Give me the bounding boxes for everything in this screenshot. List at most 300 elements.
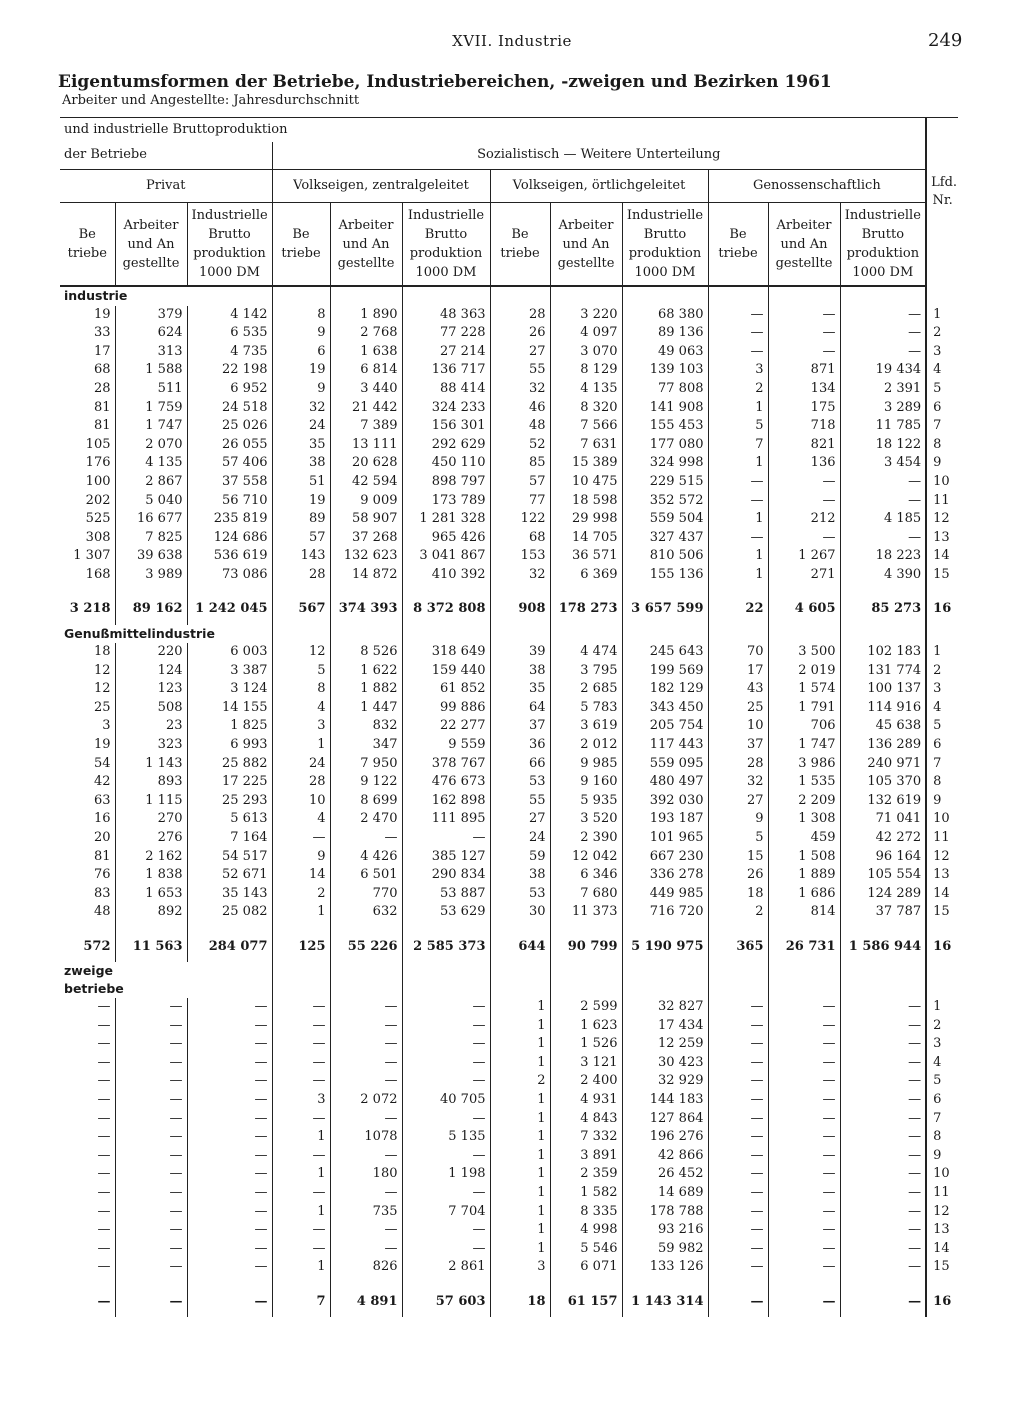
table-cell: — [840,324,926,343]
table-cell: — [115,1017,187,1036]
table-row [60,454,958,473]
table-cell: 2 209 [768,792,840,811]
table-cell: 17 434 [622,1017,708,1036]
table-cell: 9 985 [550,755,622,774]
table-cell: 1 890 [330,306,402,325]
table-row [60,361,958,380]
table-cell: 14 [272,866,330,885]
table-cell: 124 686 [187,529,272,548]
table-cell: — [708,1017,768,1036]
table-cell: 1 [490,1054,550,1073]
table-cell [622,1277,708,1287]
table-cell [187,1277,272,1287]
table-cell: 1 [490,1035,550,1054]
table-row [60,473,958,492]
table-cell: 155 136 [622,566,708,585]
table-cell: 525 [85,511,111,527]
table-cell: 25 082 [187,903,272,922]
section-label: industrie [64,288,128,303]
table-row [60,1147,958,1166]
table-cell: 18 [93,644,111,660]
table-cell: 7 389 [330,417,402,436]
table-cell: 826 [330,1258,402,1277]
table-cell: — [187,1110,272,1129]
table-cell [768,625,840,644]
table-cell: 3 220 [550,306,622,325]
table-cell: 1 588 [115,361,187,380]
lfd-nr-cell: 12 [933,848,950,864]
table-cell [330,585,402,595]
table-cell: 19 434 [840,361,926,380]
table-cell: 6 [272,343,330,362]
lfd-nr-cell: 11 [933,492,950,508]
table-cell [490,625,550,644]
header-col-produktion: Industrielle Brutto produktion 1000 DM [622,203,708,287]
table-row [60,699,958,718]
table-cell: — [97,1110,111,1126]
table-cell: 76 [93,867,111,883]
table-cell: — [187,1128,272,1147]
table-cell [272,962,330,980]
table-row [60,810,958,829]
table-cell: — [97,1222,111,1238]
header-col-arbeiter: Arbeiter und An gestellte [550,203,622,287]
table-cell [622,286,708,306]
table-cell [330,286,402,306]
table-cell: 6 346 [550,866,622,885]
header-cell: Sozialistisch — Weitere Unterteilung [272,142,926,170]
table-cell: 12 042 [550,848,622,867]
table-cell: 52 [490,436,550,455]
table-row [60,717,958,736]
table-row [60,399,958,418]
table-cell: 323 [115,736,187,755]
table-cell: 3 [708,361,768,380]
table-cell: — [708,1258,768,1277]
table-cell: 2 072 [330,1091,402,1110]
total-row [60,595,958,625]
table-cell: 20 628 [330,454,402,473]
table-cell: 2 585 373 [402,932,490,962]
table-cell: 19 [272,361,330,380]
table-cell: 1 747 [768,736,840,755]
table-cell: 23 [115,717,187,736]
table-cell: 90 799 [550,932,622,962]
table-cell: — [272,829,330,848]
lfd-nr-cell: 9 [933,1147,942,1163]
table-cell: — [187,1203,272,1222]
table-row [60,755,958,774]
table-cell [272,286,330,306]
table-cell: — [840,1184,926,1203]
table-cell: 572 [83,938,111,954]
table-cell: 10 [272,792,330,811]
lfd-nr-cell: 12 [933,511,950,527]
table-cell: 68 380 [622,306,708,325]
table-cell: 3 440 [330,380,402,399]
table-cell [840,625,926,644]
table-cell: 59 982 [622,1240,708,1259]
table-cell: 1 [490,1091,550,1110]
table-cell: 37 558 [187,473,272,492]
table-cell: 81 [93,418,111,434]
table-cell: 3 [272,717,330,736]
table-cell: — [97,1073,111,1089]
table-cell: — [840,1017,926,1036]
table-cell: 4 843 [550,1110,622,1129]
table-cell: 9 [272,848,330,867]
table-cell: 2 391 [840,380,926,399]
table-cell: 4 [272,699,330,718]
table-cell [272,585,330,595]
header-group-privat: Privat [60,170,272,203]
table-cell: 1 508 [768,848,840,867]
lfd-nr-cell: 10 [933,473,950,489]
table-cell [402,585,490,595]
table-cell: 22 277 [402,717,490,736]
table-cell: 324 233 [402,399,490,418]
header-cell: und industrielle Bruttoproduktion [60,118,926,143]
table-cell: — [115,1165,187,1184]
table-cell: — [840,1091,926,1110]
table-cell: 1078 [330,1128,402,1147]
table-cell: 49 063 [622,343,708,362]
table-cell: — [330,1240,402,1259]
table-cell: 68 [490,529,550,548]
table-cell [550,625,622,644]
table-cell: — [187,1165,272,1184]
table-cell: 8 [272,680,330,699]
table-cell: — [708,473,768,492]
table-cell: 205 754 [622,717,708,736]
table-cell [330,980,402,998]
lfd-nr-cell: 6 [933,399,942,415]
table-cell [840,980,926,998]
table-cell: 32 [490,380,550,399]
table-cell: 7 164 [187,829,272,848]
table-cell: 7 950 [330,755,402,774]
table-cell: 55 [490,361,550,380]
table-cell: — [97,1259,111,1275]
table-cell: 99 886 [402,699,490,718]
table-cell: 27 [708,792,768,811]
table-cell [622,980,708,998]
table-cell [402,980,490,998]
table-cell: — [708,1203,768,1222]
table-cell: — [708,1221,768,1240]
table-cell: 1 574 [768,680,840,699]
table-cell: — [402,1221,490,1240]
table-cell: 18 [490,1287,550,1317]
table-cell: 336 278 [622,866,708,885]
table-cell: 4 135 [550,380,622,399]
table-cell: — [115,1203,187,1222]
table-cell: 449 985 [622,885,708,904]
table-cell: 235 819 [187,510,272,529]
table-cell: 5 [272,662,330,681]
table-cell: 240 971 [840,755,926,774]
table-cell: — [97,1129,111,1145]
table-cell: 8 699 [330,792,402,811]
lfd-nr-cell: 10 [933,1166,950,1182]
table-cell: 1 308 [768,810,840,829]
table-cell: — [840,1240,926,1259]
table-cell: — [708,324,768,343]
table-cell: 28 [272,566,330,585]
table-cell: 81 [93,399,111,415]
table-cell: 12 259 [622,1035,708,1054]
table-cell: 871 [768,361,840,380]
table-cell: 220 [115,643,187,662]
table-cell [708,922,768,932]
table-cell: 122 [490,510,550,529]
lfd-nr-cell: 14 [933,548,950,564]
table-cell: 42 594 [330,473,402,492]
table-cell: 1 [272,1258,330,1277]
lfd-nr-cell: 9 [933,455,942,471]
table-cell: 22 [708,595,768,625]
table-cell: 30 [490,903,550,922]
table-cell: — [402,1240,490,1259]
table-cell: — [272,1221,330,1240]
table-cell: — [272,1147,330,1166]
table-cell: 29 998 [550,510,622,529]
section-label: Genußmittelindustrie [64,625,215,641]
table-cell: 3 891 [550,1147,622,1166]
table-cell: — [768,1203,840,1222]
table-cell: 511 [115,380,187,399]
table-cell: 1 [490,1184,550,1203]
table-cell: 11 563 [115,932,187,962]
table-cell: 26 055 [187,436,272,455]
table-cell: 117 443 [622,736,708,755]
table-cell: 9 122 [330,773,402,792]
table-cell: 162 898 [402,792,490,811]
table-cell: 1 281 328 [402,510,490,529]
table-row [60,510,958,529]
table-cell: 42 [93,774,111,790]
table-cell: 89 [272,510,330,529]
table-cell [60,1277,115,1287]
table-cell [840,585,926,595]
table-cell: — [768,1091,840,1110]
table-cell: 3 520 [550,810,622,829]
table-cell: 70 [708,643,768,662]
table-cell: — [330,829,402,848]
table-cell: 89 136 [622,324,708,343]
table-cell [622,962,708,980]
table-cell: 3 121 [550,1054,622,1073]
table-cell: 1 [272,1165,330,1184]
table-cell: 559 095 [622,755,708,774]
table-cell: — [402,1110,490,1129]
table-cell: 4 735 [187,343,272,362]
table-cell: — [97,1054,111,1070]
table-cell: — [272,1110,330,1129]
table-row [60,829,958,848]
table-cell: 155 453 [622,417,708,436]
table-cell: — [708,1110,768,1129]
table-cell: 3 454 [840,454,926,473]
table-cell: 35 [490,680,550,699]
table-cell: 27 [490,343,550,362]
lfd-nr-cell [926,585,958,595]
lfd-nr-cell: 7 [933,755,942,771]
table-cell: 1 [708,399,768,418]
table-cell: — [115,1287,187,1317]
table-cell: 123 [115,680,187,699]
table-cell [622,625,708,644]
lfd-nr-cell: 6 [933,1091,942,1107]
table-cell [768,980,840,998]
section-label: betriebe [64,981,124,996]
table-cell: 3 657 599 [622,595,708,625]
table-cell: — [768,529,840,548]
table-cell: — [708,306,768,325]
table-cell: 1 [272,903,330,922]
table-cell: 54 517 [187,848,272,867]
table-cell: 3 986 [768,755,840,774]
table-cell: 51 [272,473,330,492]
lfd-nr-cell: 10 [933,811,950,827]
table-cell: — [708,998,768,1017]
table-cell: 4 891 [330,1287,402,1317]
statistics-table [60,117,958,1317]
table-cell: 52 671 [187,866,272,885]
table-cell [840,922,926,932]
table-cell: 159 440 [402,662,490,681]
table-cell: 25 [708,699,768,718]
table-cell: 15 389 [550,454,622,473]
table-cell: 18 598 [550,492,622,511]
table-cell: 17 [93,343,111,359]
table-cell: — [330,1147,402,1166]
table-row [60,306,958,325]
table-cell [550,922,622,932]
header-col-betriebe: Be triebe [708,203,768,287]
table-cell: 3 124 [187,680,272,699]
table-cell [330,922,402,932]
table-cell: — [187,1054,272,1073]
table-cell: — [115,1072,187,1091]
table-cell: 2 [490,1072,550,1091]
table-cell [708,585,768,595]
table-cell: 1 [490,1203,550,1222]
table-cell: — [97,1293,111,1309]
table-cell: — [768,1165,840,1184]
table-cell: — [840,343,926,362]
table-cell: 7 [708,436,768,455]
table-cell: — [187,1221,272,1240]
table-row [60,1110,958,1129]
table-cell: 385 127 [402,848,490,867]
table-cell: 7 566 [550,417,622,436]
table-cell: 18 [708,885,768,904]
table-row [60,848,958,867]
table-cell [402,922,490,932]
table-cell [490,585,550,595]
table-cell: 4 605 [768,595,840,625]
table-row [60,680,958,699]
table-cell: 43 [708,680,768,699]
table-cell: 1 242 045 [187,595,272,625]
table-cell: 39 638 [115,547,187,566]
table-cell: 42 272 [840,829,926,848]
lfd-nr-cell: 3 [933,343,942,359]
table-cell: 276 [115,829,187,848]
table-cell: 8 335 [550,1203,622,1222]
table-cell: 965 426 [402,529,490,548]
table-cell: 1 791 [768,699,840,718]
table-cell: 21 442 [330,399,402,418]
table-cell: — [115,1091,187,1110]
table-cell: 4 185 [840,510,926,529]
table-cell: — [768,343,840,362]
table-cell [60,585,115,595]
table-cell: 3 [490,1258,550,1277]
table-cell: — [115,1221,187,1240]
table-cell: 212 [768,510,840,529]
table-cell: 176 [85,455,111,471]
table-cell: 7 825 [115,529,187,548]
table-row [60,773,958,792]
table-cell: 735 [330,1203,402,1222]
table-cell: — [708,1035,768,1054]
table-cell: 57 [272,529,330,548]
table-cell: — [330,998,402,1017]
spacer-row [60,922,958,932]
table-cell: — [768,492,840,511]
table-cell [187,922,272,932]
table-cell: 7 [272,1287,330,1317]
lfd-nr-cell: 5 [933,718,942,734]
table-cell: 508 [115,699,187,718]
table-cell: 55 226 [330,932,402,962]
table-cell: — [768,998,840,1017]
table-header [60,118,958,287]
table-cell: 5 613 [187,810,272,829]
table-row [60,792,958,811]
table-cell: 365 [708,932,768,962]
table-cell: 7 332 [550,1128,622,1147]
table-cell: — [187,1035,272,1054]
table-cell: 2 019 [768,662,840,681]
section-header [60,980,958,998]
table-cell: 77 808 [622,380,708,399]
table-row [60,343,958,362]
table-cell: 27 [490,810,550,829]
table-cell: 85 273 [840,595,926,625]
table-cell: 229 515 [622,473,708,492]
table-cell: — [115,998,187,1017]
spacer-row [60,585,958,595]
table-cell: 32 [708,773,768,792]
lfd-nr-cell: 4 [933,699,942,715]
table-cell: 284 077 [187,932,272,962]
header-lfd-nr: Lfd. Nr. [931,174,958,208]
total-row [60,1287,958,1317]
table-cell: — [402,1054,490,1073]
table-row [60,417,958,436]
lfd-nr-cell: 12 [933,1203,950,1219]
table-cell [115,922,187,932]
table-row [60,566,958,585]
table-cell: 6 369 [550,566,622,585]
table-cell: — [840,1221,926,1240]
table-cell: 4 [272,810,330,829]
table-cell: 173 789 [402,492,490,511]
table-cell [490,1277,550,1287]
